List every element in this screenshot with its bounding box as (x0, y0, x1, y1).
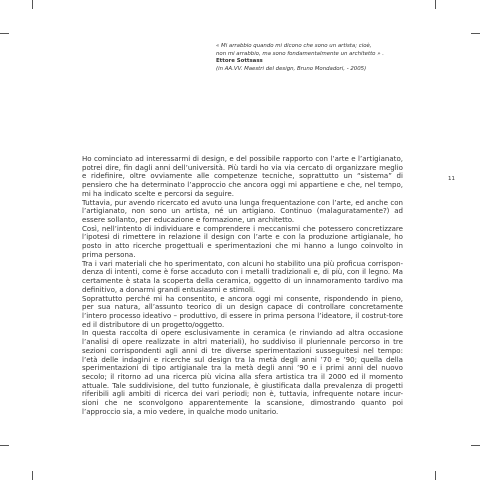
crop-mark-top-left-h (0, 33, 9, 34)
epigraph-quote-line-2: non mi arrabbio, ma sono fondamentalmente un architetto » . (216, 50, 384, 57)
epigraph-quote-line-1: « Mi arrabbio quando mi dicono che sono un artista; cioè, (216, 43, 372, 49)
crop-mark-bottom-left (32, 471, 33, 480)
page-number: 11 (448, 176, 455, 182)
epigraph (216, 43, 416, 73)
crop-mark-top-left (32, 0, 33, 9)
epigraph-source: (in AA.VV. Maestri del design, Bruno Mondadori, - 2005) (216, 65, 367, 72)
paragraph: In questa raccolta di opere esclusivamente in ceramica (e rinviando ad altra occasione l’analisi di opere realizzate in altri materiali), ho suddiviso il pluriennale percorso in tre sezioni corrispondenti agli anni di tre diverse sperimentazioni susseguitesi nel tempo: l’età delle indagini e ricerche sul design tra la metà degli anni ’70 e ’90; quella della sperimentazioni di tipo artigianale tra la metà degli anni ’90 e i primi anni del nuovo secolo; il ritorno ad una ricerca più vicina alla sfera artistica tra il 2000 ed il momento attuale. Tale suddivisione, del tutto funzionale, è giustificata dalla prevalenza di progetti riferibili agli ambiti di ricerca dei vari periodi; non è, tuttavia, infrequente notare incur-sioni che ne sconvolgono apparentemente la scansione, dimostrando quanto poi l’approccio sia, a mio vedere, in qualche modo unitario. (82, 328, 403, 416)
paragraph: Così, nell’intento di individuare e comprendere i meccanismi che potessero concretizzare l’ipotesi di rimettere in relazione il design con l’arte e con la produzione artigianale, ho posto in atto ricerche progettuali e sperimentazioni che mi hanno a lungo coinvolto in prima persona. (82, 223, 403, 259)
body-text (82, 155, 403, 417)
epigraph-author: Ettore Sottsass (216, 58, 263, 65)
crop-mark-top-right-h (471, 33, 480, 34)
crop-mark-bottom-left-h (0, 445, 9, 446)
paragraph: Soprattutto perché mi ha consentito, e ancora oggi mi consente, rispondendo in pieno, per sua natura, all’assunto teorico di un design capace di controllare concretamente l’intero processo ideativo – produttivo, di essere in prima persona l’ideatore, il costrut-tore ed il distributore di un progetto/oggetto. (82, 293, 403, 329)
crop-mark-top-right (435, 0, 436, 9)
paragraph: Tra i vari materiali che ho sperimentato, con alcuni ho stabilito una più proficua corrispon-denza di intenti, come è forse accaduto con i metalli tradizionali e, di più, con il legno. Ma certamente è stata la scoperta della ceramica, oggetto di un innamoramento tardivo ma definitivo, a donarmi grandi entusiasmi e stimoli. (82, 258, 403, 294)
paragraph: Ho cominciato ad interessarmi di design, e del possibile rapporto con l’arte e l’artigianato, potrei dire, fin dagli anni dell’università. Più tardi ho via via cercato di organizzare meglio e ridefinire, oltre ovviamente alle competenze tecniche, soprattutto un “sistema” di pensiero che ha determinato l’approccio che ancora oggi mi appartiene e che, nel tempo, mi ha indicato scelte e percorsi da seguire. (82, 154, 403, 198)
crop-mark-bottom-right (435, 471, 436, 480)
crop-mark-bottom-right-h (471, 445, 480, 446)
paragraph: Tuttavia, pur avendo ricercato ed avuto una lunga frequentazione con l’arte, ed anche con l’artigianato, non sono un artista, né un artigiano. Continuo (malaguratamente?) ad essere sollanto, per educazione e formazione, un architetto. (82, 197, 403, 225)
